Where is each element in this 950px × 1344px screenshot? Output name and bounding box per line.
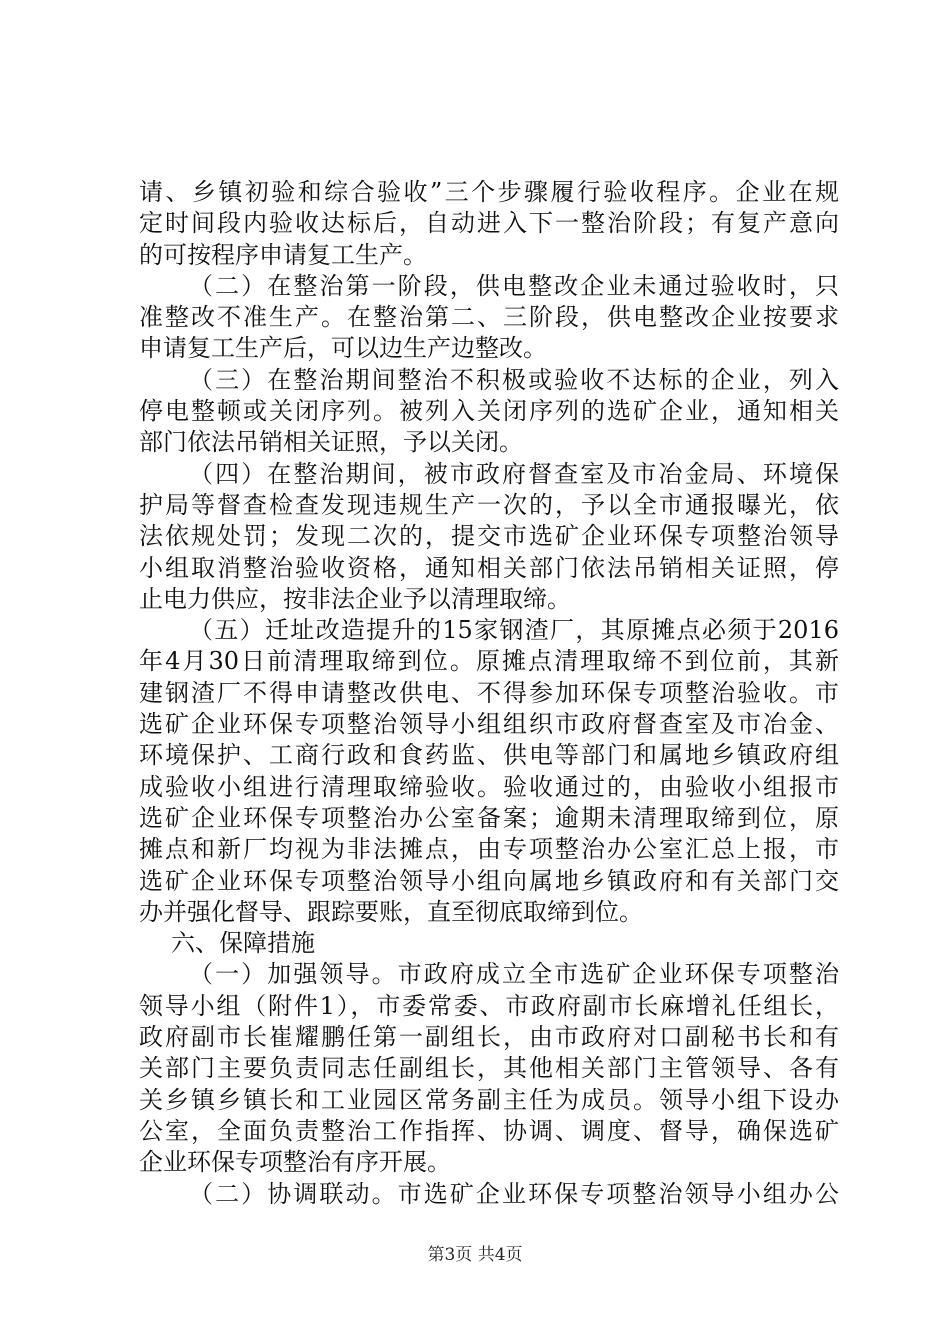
page-number-footer: 第3页 共4页 xyxy=(427,1245,523,1265)
text-line: 准整改不准生产。在整治第二、三阶段，供电整改企业按要求 xyxy=(139,303,839,332)
paragraph-start-line: （一）加强领导。市政府成立全市选矿企业环保专项整治 xyxy=(189,960,839,989)
text-line: 部门依法吊销相关证照，予以关闭。 xyxy=(139,428,523,457)
document-body xyxy=(139,177,839,1210)
text-line: 建钢渣厂不得申请整改供电、不得参加环保专项整治验收。市 xyxy=(139,678,839,707)
text-line: 政府副市长崔耀鹏任第一副组长，由市政府对口副秘书长和有 xyxy=(139,1023,839,1052)
text-line: 小组取消整治验收资格，通知相关部门依法吊销相关证照，停 xyxy=(139,553,839,582)
text-line: 摊点和新厂均视为非法摊点，由专项整治办公室汇总上报，市 xyxy=(139,835,839,864)
text-line: 办并强化督导、跟踪要账，直至彻底取缔到位。 xyxy=(139,897,643,926)
text-line: 领导小组（附件1），市委常委、市政府副市长麻增礼任组长， xyxy=(139,991,839,1020)
text-line: 定时间段内验收达标后，自动进入下一整治阶段；有复产意向 xyxy=(139,209,839,238)
text-line: 选矿企业环保专项整治领导小组向属地乡镇政府和有关部门交 xyxy=(139,866,839,895)
paragraph-start-line: （四）在整治期间，被市政府督查室及市冶金局、环境保 xyxy=(189,459,839,488)
text-line: 护局等督查检查发现违规生产一次的，予以全市通报曝光，依 xyxy=(139,490,839,519)
text-line: 选矿企业环保专项整治办公室备案；逾期未清理取缔到位，原 xyxy=(139,803,839,832)
section-heading: 六、保障措施 xyxy=(171,929,315,958)
paragraph-start-line: （二）在整治第一阶段，供电整改企业未通过验收时，只 xyxy=(189,271,839,300)
text-line: 关部门主要负责同志任副组长，其他相关部门主管领导、各有 xyxy=(139,1054,839,1083)
paragraph-start-line: （二）协调联动。市选矿企业环保专项整治领导小组办公 xyxy=(189,1179,839,1208)
text-line: 企业环保专项整治有序开展。 xyxy=(139,1148,451,1177)
text-line: 止电力供应，按非法企业予以清理取缔。 xyxy=(139,584,571,613)
text-line: 成验收小组进行清理取缔验收。验收通过的，由验收小组报市 xyxy=(139,772,839,801)
text-line: 停电整顿或关闭序列。被列入关闭序列的选矿企业，通知相关 xyxy=(139,397,839,426)
text-line: 的可按程序申请复工生产。 xyxy=(139,240,427,269)
text-line: 申请复工生产后，可以边生产边整改。 xyxy=(139,334,547,363)
text-line: 关乡镇乡镇长和工业园区常务副主任为成员。领导小组下设办 xyxy=(139,1085,839,1114)
text-line: 公室，全面负责整治工作指挥、协调、调度、督导，确保选矿 xyxy=(139,1116,839,1145)
text-line: 请、乡镇初验和综合验收”三个步骤履行验收程序。企业在规 xyxy=(139,178,839,206)
text-line: 法依规处罚；发现二次的，提交市选矿企业环保专项整治领导 xyxy=(139,522,839,551)
text-line: 环境保护、工商行政和食药监、供电等部门和属地乡镇政府组 xyxy=(139,741,839,770)
text-line: 年4月30日前清理取缔到位。原摊点清理取缔不到位前，其新 xyxy=(139,647,839,676)
paragraph-start-line: （五）迁址改造提升的15家钢渣厂，其原摊点必须于2016 xyxy=(189,616,839,645)
paragraph-start-line: （三）在整治期间整治不积极或验收不达标的企业，列入 xyxy=(189,365,839,394)
text-line: 选矿企业环保专项整治领导小组组织市政府督查室及市冶金、 xyxy=(139,710,839,739)
